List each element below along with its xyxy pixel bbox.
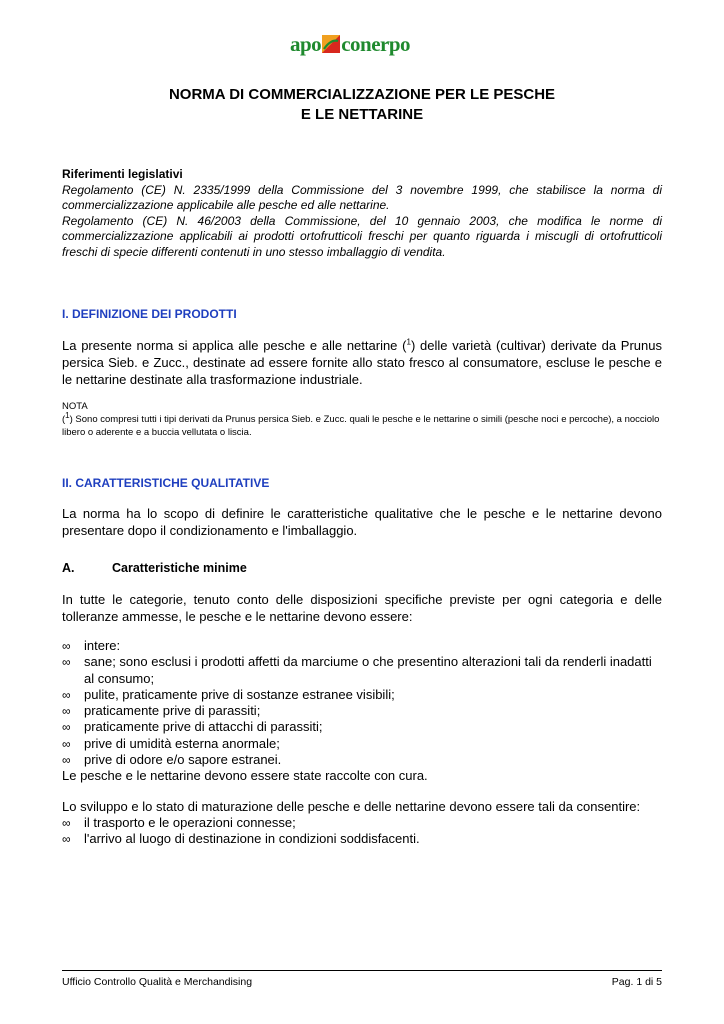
list-item-text: praticamente prive di attacchi di parassiti; xyxy=(84,719,323,735)
list-item xyxy=(62,736,662,752)
list-item-text: prive di umidità esterna anormale; xyxy=(84,735,280,751)
legislative-references xyxy=(62,167,662,261)
bullet-icon: ∞ xyxy=(62,736,71,751)
note-body: ) Sono compresi tutti i tipi derivati da Prunus persica Sieb. e Zucc. quali le pesche e le nettarine o simili (pesche noci e percoche), a nocciolo libero o aderente e a buccia vellutata o liscia. xyxy=(62,414,660,438)
subsection-number: A. xyxy=(62,561,75,575)
development-list xyxy=(62,815,662,848)
bullet-icon: ∞ xyxy=(62,753,71,768)
note-text: ($^1$) Sono compresi tutti i tipi derivati da Prunus persica Sieb. e Zucc. quali le pesche e le nettarine o simili (pesche noci e percoche), a nocciolo libero o aderente e a buccia vellutata o liscia. xyxy=(62,410,660,438)
list-item-text: il trasporto e le operazioni connesse; xyxy=(84,815,296,830)
list-item xyxy=(62,815,662,831)
footer-page-number: Pag. 1 di 5 xyxy=(611,976,662,988)
list-item xyxy=(62,638,662,654)
document-title xyxy=(62,85,662,125)
list-item xyxy=(62,703,662,719)
logo-text-conerpo: conerpo xyxy=(341,32,411,56)
reference-paragraph: Regolamento (CE) N. 2335/1999 della Commissione del 3 novembre 1999, che stabilisce la norma di commercializzazione applicabile alle pesche ed alle nettarine. xyxy=(62,182,662,213)
title-line-2: E LE NETTARINE xyxy=(300,106,424,123)
footnote-reference: 1 xyxy=(406,337,411,347)
apo-conerpo-logo xyxy=(290,31,410,57)
document-page xyxy=(62,0,662,1024)
list-item xyxy=(62,719,662,735)
footnote xyxy=(62,400,662,439)
section-heading-quality: II. CARATTERISTICHE QUALITATIVE xyxy=(62,476,270,490)
references-heading: Riferimenti legislativi xyxy=(62,167,183,181)
definition-text-end: ) delle varietà (cultivar) derivate da Prunus persica Sieb. e Zucc., destinate ad essere fornite allo stato fresco al consumatore, escluse le pesche e le nettarine destinate alla trasformazione industriale. xyxy=(62,338,662,387)
bullet-icon: ∞ xyxy=(62,639,71,653)
definition-paragraph xyxy=(62,337,662,388)
logo-mark-icon xyxy=(322,35,340,53)
list-item-text: sane; sono esclusi i prodotti affetti da marciume o che presentino alterazioni tali da renderli inadatti al consumo; xyxy=(84,654,652,686)
definition-text-start: La presente norma si applica alle pesche e alle nettarine ( xyxy=(62,338,407,353)
note-label: NOTA xyxy=(62,401,88,412)
list-item xyxy=(62,687,662,703)
bullet-icon: ∞ xyxy=(62,816,71,830)
quality-intro-paragraph: La norma ha lo scopo di definire le caratteristiche qualitative che le pesche e le nettarine devono presentare dopo il condizionamento e l'imballaggio. xyxy=(62,506,662,538)
list-item xyxy=(62,831,662,847)
development-intro: Lo sviluppo e lo stato di maturazione delle pesche e delle nettarine devono essere tali da consentire: xyxy=(62,799,641,814)
subsection-title: Caratteristiche minime xyxy=(112,561,247,575)
footer-department: Ufficio Controllo Qualità e Merchandising xyxy=(62,976,253,988)
subsection-heading xyxy=(62,561,247,575)
list-item-text: l'arrivo al luogo di destinazione in condizioni soddisfacenti. xyxy=(84,831,420,847)
footer-divider xyxy=(62,970,662,971)
list-item xyxy=(62,752,662,768)
logo-text-apo: apo xyxy=(290,32,322,56)
minimum-requirements-intro: In tutte le categorie, tenuto conto delle disposizioni specifiche previste per ogni categoria e delle tolleranze ammesse, le pesche e le nettarine devono essere: xyxy=(62,592,662,624)
list-item-text: pulite, praticamente prive di sostanze estranee visibili; xyxy=(84,686,395,702)
note-ref: 1 xyxy=(65,410,70,420)
bullet-icon: ∞ xyxy=(62,832,71,847)
minimum-requirements-list xyxy=(62,638,662,768)
bullet-icon: ∞ xyxy=(62,687,71,702)
list-item-text: intere: xyxy=(84,638,121,653)
harvest-note: Le pesche e le nettarine devono essere state raccolte con cura. xyxy=(62,768,428,783)
section-heading-definition: I. DEFINIZIONE DEI PRODOTTI xyxy=(62,307,237,321)
bullet-icon: ∞ xyxy=(62,704,71,719)
title-line-1: NORMA DI COMMERCIALIZZAZIONE PER LE PESCHE xyxy=(168,86,556,103)
list-item-text: prive di odore e/o sapore estranei. xyxy=(84,752,282,768)
list-item xyxy=(62,654,662,687)
reference-paragraph: Regolamento (CE) N. 46/2003 della Commissione, del 10 gennaio 2003, che modifica le norme di commercializzazione applicabili ai prodotti ortofrutticoli freschi per quanto riguarda i miscugli di ortofrutticoli freschi di specie differenti contenuti in uno stesso imballaggio di vendita. xyxy=(62,213,662,259)
list-item-text: praticamente prive di parassiti; xyxy=(84,703,261,719)
bullet-icon: ∞ xyxy=(62,655,71,670)
bullet-icon: ∞ xyxy=(62,720,71,735)
